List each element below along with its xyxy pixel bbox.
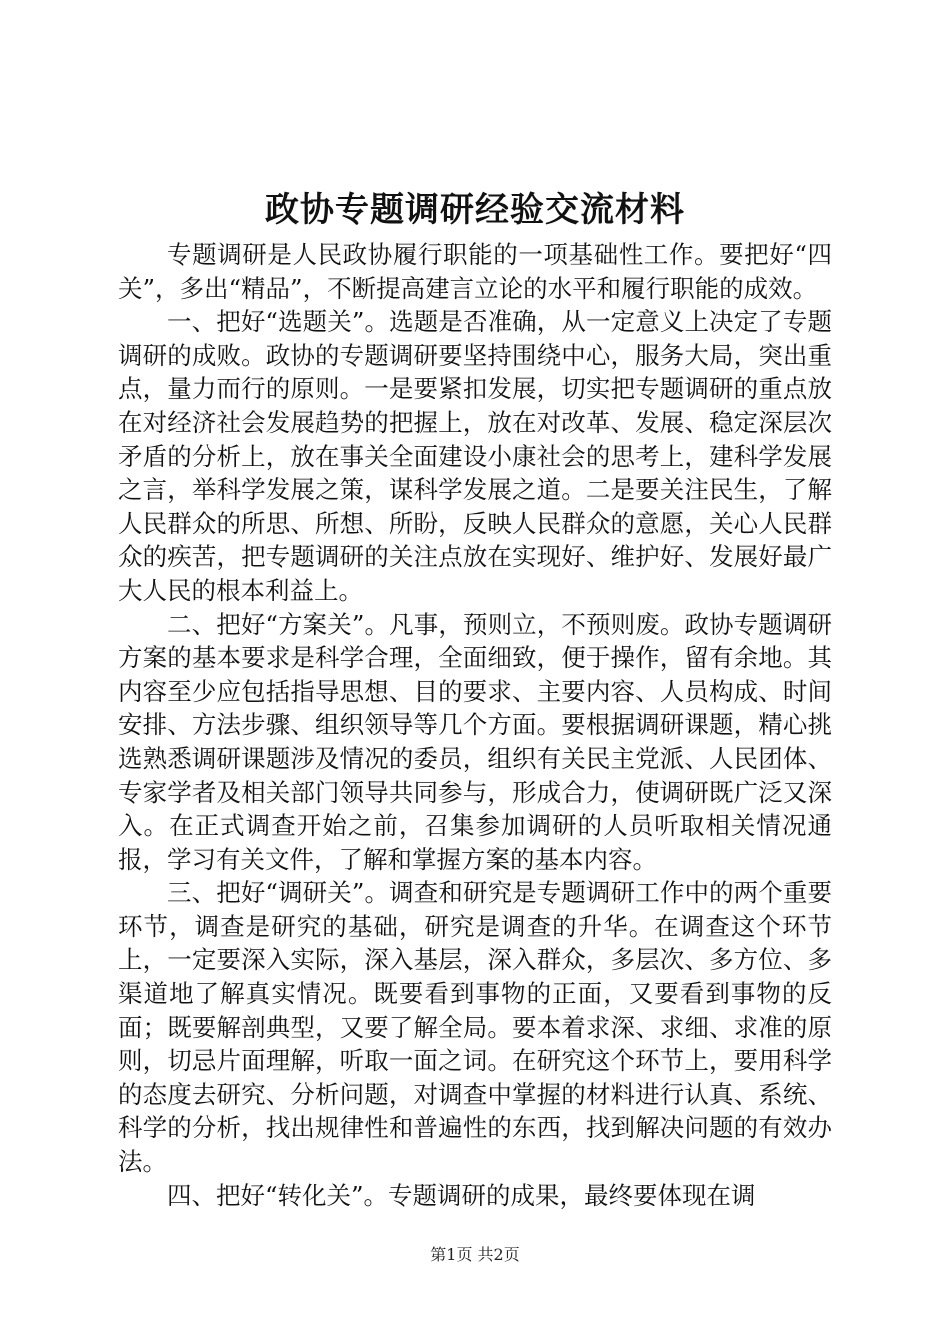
paragraph-section-3: 三、把好“调研关”。调查和研究是专题调研工作中的两个重要环节，调查是研究的基础，研究是调查的升华。在调查这个环节上，一定要深入实际，深入基层，深入群众，多层次、多方位、多渠道地了解真实情况。既要看到事物的正面，又要看到事物的反面；既要解剖典型，又要了解全局。要本着求深、求细、求准的原则，切忌片面理解，听取一面之词。在研究这个环节上，要用科学的态度去研究、分析问题，对调查中掌握的材料进行认真、系统、科学的分析，找出规律性和普遍性的东西，找到解决问题的有效办法。 (118, 878, 832, 1177)
paragraph-section-4: 四、把好“转化关”。专题调研的成果，最终要体现在调 (167, 1180, 756, 1210)
page-number-footer: 第1页 共2页 (430, 1245, 520, 1264)
document-body (118, 238, 832, 1212)
document-title: 政协专题调研经验交流材料 (265, 190, 685, 230)
paragraph-section-1: 一、把好“选题关”。选题是否准确，从一定意义上决定了专题调研的成败。政协的专题调研要坚持围绕中心，服务大局，突出重点，量力而行的原则。一是要紧扣发展，切实把专题调研的重点放在对经济社会发展趋势的把握上，放在对改革、发展、稳定深层次矛盾的分析上，放在事关全面建设小康社会的思考上，建科学发展之言，举科学发展之策，谋科学发展之道。二是要关注民生，了解人民群众的所思、所想、所盼，反映人民群众的意愿，关心人民群众的疾苦，把专题调研的关注点放在实现好、维护好、发展好最广大人民的根本利益上。 (118, 307, 832, 605)
paragraph-section-2: 二、把好“方案关”。凡事，预则立，不预则废。政协专题调研方案的基本要求是科学合理，全面细致，便于操作，留有余地。其内容至少应包括指导思想、目的要求、主要内容、人员构成、时间安排、方法步骤、组织领导等几个方面。要根据调研课题，精心挑选熟悉调研课题涉及情况的委员，组织有关民主党派、人民团体、专家学者及相关部门领导共同参与，形成合力，使调研既广泛又深入。在正式调查开始之前，召集参加调研的人员听取相关情况通报，学习有关文件，了解和掌握方案的基本内容。 (118, 609, 832, 874)
paragraph-intro: 专题调研是人民政协履行职能的一项基础性工作。要把好“四关”，多出“精品”，不断提高建言立论的水平和履行职能的成效。 (118, 240, 832, 303)
